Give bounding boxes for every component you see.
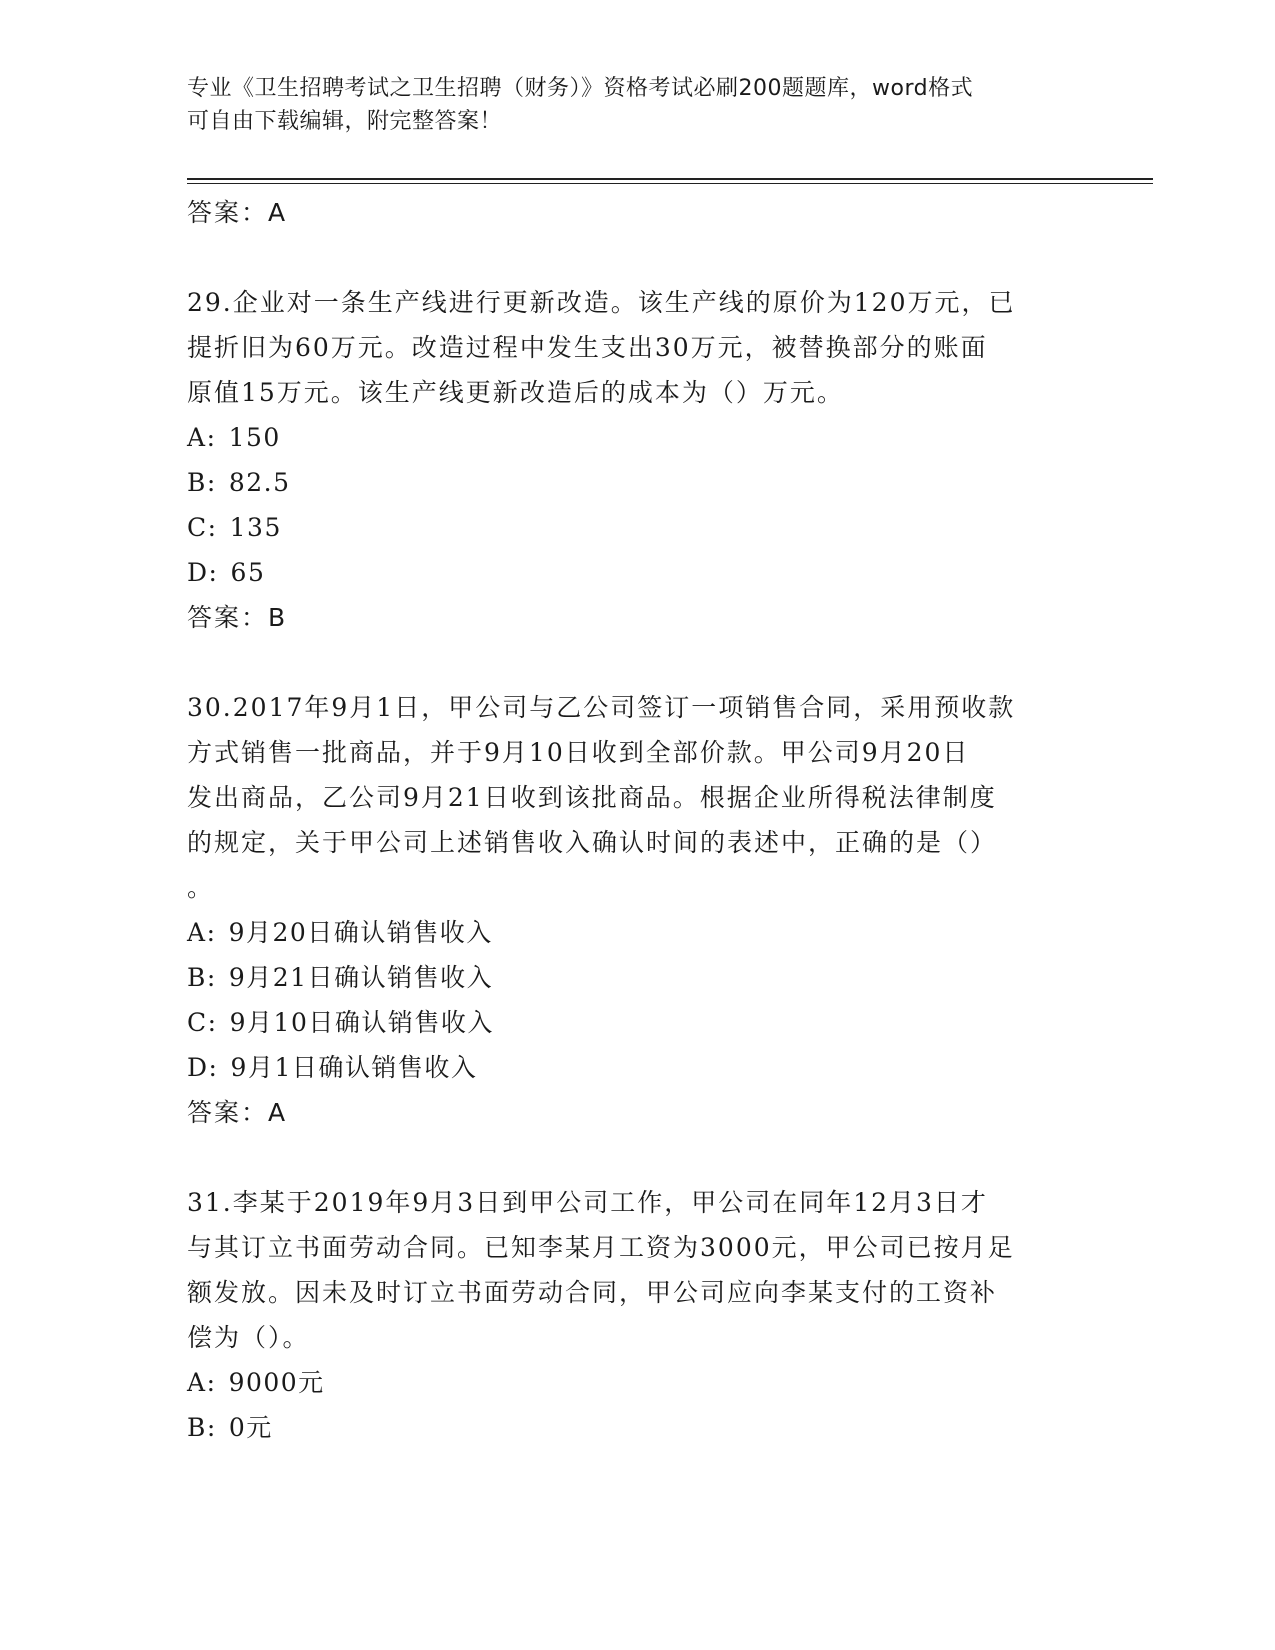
option-a: A: 9000元 <box>187 1368 325 1397</box>
answer-label: 答案： <box>187 198 269 227</box>
question-line: 30.2017年9月1日，甲公司与乙公司签订一项销售合同，采用预收款 <box>187 693 1016 722</box>
answer-label: 答案： <box>187 603 269 632</box>
option-text: 9月10日确认销售收入 <box>229 1008 494 1037</box>
question-text <box>187 1180 1087 1360</box>
option-text: 9000元 <box>228 1368 325 1397</box>
document-body <box>187 190 1087 1450</box>
question-line: 31.李某于2019年9月3日到甲公司工作，甲公司在同年12月3日才 <box>187 1188 988 1217</box>
option-c: C: 135 <box>187 513 282 542</box>
question-line: 。 <box>187 873 215 902</box>
option-d: D: 65 <box>187 558 266 587</box>
option-text: 9月20日确认销售收入 <box>228 918 493 947</box>
answer-line <box>187 1090 1087 1135</box>
option-a: A: 150 <box>187 423 281 452</box>
question-line: 偿为（）。 <box>187 1323 310 1352</box>
question-line: 额发放。因未及时订立书面劳动合同，甲公司应向李某支付的工资补 <box>187 1278 998 1307</box>
question-block <box>187 685 1087 1135</box>
option-text: 82.5 <box>228 468 291 497</box>
option-text: 135 <box>229 513 282 542</box>
option-a: A: 9月20日确认销售收入 <box>187 918 493 947</box>
header-divider-thick <box>187 178 1153 180</box>
question-line: 29.企业对一条生产线进行更新改造。该生产线的原价为120万元，已 <box>187 288 1016 317</box>
option-text: 9月21日确认销售收入 <box>228 963 494 992</box>
answer-value: B <box>268 603 288 632</box>
question-line: 方式销售一批商品，并于9月10日收到全部价款。甲公司9月20日 <box>187 738 970 767</box>
option-text: 0元 <box>228 1413 273 1442</box>
answer-line <box>187 190 1087 235</box>
answer-value: A <box>268 1098 288 1127</box>
question-line: 原值15万元。该生产线更新改造后的成本为（）万元。 <box>187 378 844 407</box>
question-block <box>187 280 1087 640</box>
question-line: 的规定，关于甲公司上述销售收入确认时间的表述中，正确的是（） <box>187 828 998 857</box>
answer-line <box>187 595 1087 640</box>
question-block <box>187 1180 1087 1450</box>
option-b: B: 82.5 <box>187 468 291 497</box>
header-line-2: 可自由下载编辑，附完整答案！ <box>187 109 503 134</box>
question-text <box>187 685 1087 910</box>
question-line: 发出商品，乙公司9月21日收到该批商品。根据企业所得税法律制度 <box>187 783 997 812</box>
spacer <box>187 640 1087 685</box>
question-line: 与其订立书面劳动合同。已知李某月工资为3000元，甲公司已按月足 <box>187 1233 1015 1262</box>
option-text: 65 <box>230 558 266 587</box>
question-text <box>187 280 1087 415</box>
option-d: D: 9月1日确认销售收入 <box>187 1053 478 1082</box>
option-text: 150 <box>228 423 281 452</box>
spacer <box>187 1135 1087 1180</box>
option-b: B: 0元 <box>187 1413 273 1442</box>
option-b: B: 9月21日确认销售收入 <box>187 963 494 992</box>
header-divider-thin <box>187 183 1153 184</box>
header-line-1: 专业《卫生招聘考试之卫生招聘（财务）》资格考试必刷200题题库，word格式 <box>187 76 974 101</box>
answer-label: 答案： <box>187 1098 269 1127</box>
question-line: 提折旧为60万元。改造过程中发生支出30万元，被替换部分的账面 <box>187 333 988 362</box>
page-header <box>187 72 1067 138</box>
option-c: C: 9月10日确认销售收入 <box>187 1008 494 1037</box>
answer-value: A <box>268 198 288 227</box>
option-text: 9月1日确认销售收入 <box>230 1053 478 1082</box>
spacer <box>187 235 1087 280</box>
